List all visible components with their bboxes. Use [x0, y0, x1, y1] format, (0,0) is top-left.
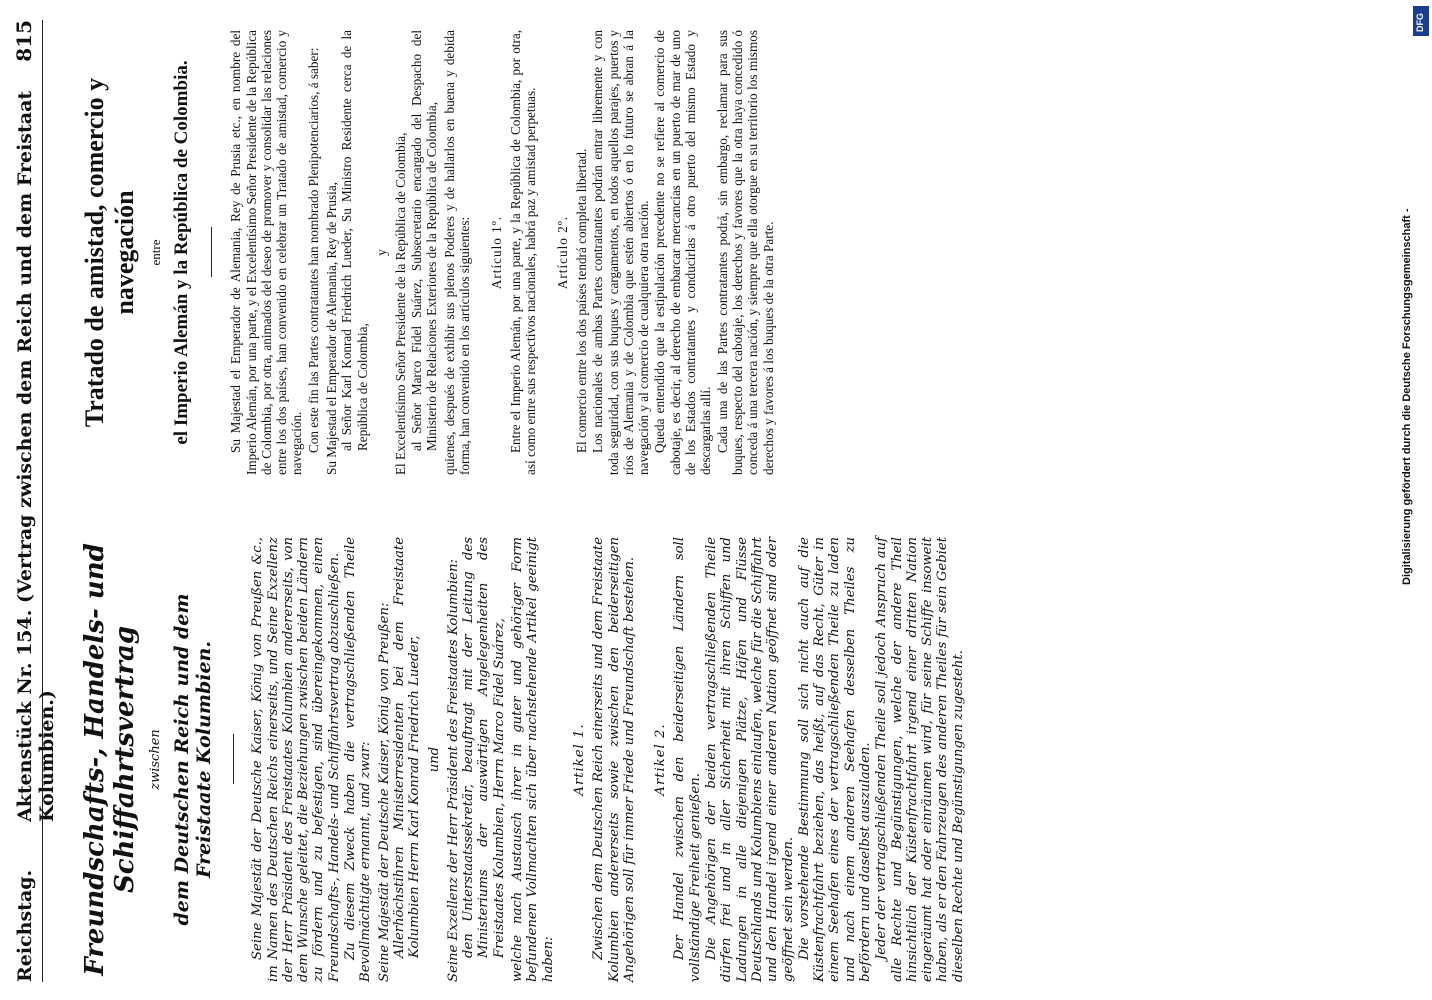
spanish-party-2: El Excelentísimo Señor Presidente de la República de Colombia, [393, 132, 409, 475]
spanish-article-2-paragraph: Los nacionales de ambas Partes contratantes podrán entrar libremente y con toda seguridad, con sus buques y cargamentos, en todos aquellos parajes, puertos y ríos de Alemania y de Colombia que estén abiertos ó en lo futuro se abran á la navegación y al comercio de cualquiera otra nación. [590, 30, 652, 475]
spanish-purpose: Con este fin las Partes contratantes han nombrado Plenipotenciarios, á saber: [305, 47, 321, 453]
dfg-logo [1413, 6, 1429, 36]
spanish-title: Tratado de amistad, comercio y navegación [80, 77, 139, 428]
header-reichstag: Reichstag. [14, 869, 36, 982]
spanish-party-1-representative: al Señor Karl Konrad Friedrich Lueder, Su Ministro Residente cerca de la República de Colombia, [339, 30, 370, 451]
spanish-preamble: Su Majestad el Emperador de Alemania, Rey de Prusia etc., en nombre del Imperio Alemán, por una parte, y el Excelentísimo Señor Presidente de la República de Colombia, por otra, animados del deseo de promover y consolidar las relaciones entre los dos países, han convenido en celebrar un Tratado de amistad, comercio y navegación. [228, 30, 305, 475]
german-article-2-paragraph: Jeder der vertragschließenden Theile soll jedoch Anspruch auf alle Rechte und Begünstigungen, welche der andere Theil hinsichtlich der Küstenfrachtfahrt irgend einer dritten Nation eingeräumt hat oder einräumen wird, für seine Schiffe insoweit haben, als er den Fahrzeugen des anderen Theiles für sein Gebiet dieselben Rechte und Begünstigungen zugesteht. [874, 537, 966, 982]
german-preamble: Seine Majestät der Deutsche Kaiser, König von Preußen &c., im Namen des Deutschen Reichs einerseits, und Seine Exzellenz der Herr Präsident des Freistaates Kolumbien andererseits, von dem Wunsche geleitet, die Beziehungen zwischen beiden Ländern zu fördern und zu befestigen, sind übereingekommen, einen Freundschafts-, Handels- und Schiffahrtsvertrag abzuschließen. [250, 537, 342, 982]
german-article-2-paragraph: Die vorstehende Bestimmung soll sich nicht auch auf die Küstenfrachtfahrt beziehen, das heißt, auf das Recht, Güter in einem Seehafen eines der vertragschließenden Theile zu laden und nach einem anderen Seehafen desselben Theiles zu befördern und daselbst auszuladen. [796, 537, 873, 982]
german-parties: dem Deutschen Reich und dem Freistaate Kolumbien. [171, 593, 216, 926]
spanish-column [50, 30, 777, 475]
spanish-parties: el Imperio Alemán y la República de Colombia. [171, 60, 193, 445]
german-party-2-representative: den Unterstaatssekretär, beauftragt mit der Leitung des Ministeriums der auswärtigen Angelegenheiten des Freistaates Kolumbien, Herrn Marco Fidel Suárez, [461, 537, 507, 958]
german-party-2: Seine Exzellenz der Herr Präsident des Freistaates Kolumbien: [445, 559, 461, 982]
spanish-party-1: Su Majestad el Emperador de Alemania, Rey de Prusia, [324, 182, 340, 475]
digitization-credit-text: Digitalisierung gefördert durch die Deutsche Forschungsgemeinschaft - [1401, 208, 1413, 585]
page-number: 815 [12, 20, 36, 62]
german-closing: welche nach Austausch ihrer in guter und gehöriger Form befundenen Vollmachten sich über nachstehende Artikel geeinigt haben: [510, 537, 556, 982]
german-between: zwischen [148, 729, 163, 790]
spanish-party-2-representative: al Señor Marco Fidel Suárez, Subsecretario encargado del Despacho del Ministerio de Relaciones Exteriores de la República de Colombia, [408, 30, 439, 451]
divider [233, 735, 234, 785]
divider [211, 228, 212, 278]
german-article-1-title: Artikel 1. [571, 723, 587, 796]
german-title: Freundschafts-, Handels- und Schiffahrtsvertrag [80, 543, 140, 976]
german-and: und [426, 746, 442, 773]
german-column [50, 537, 967, 982]
german-purpose: Zu diesem Zweck haben die vertragschließenden Theile Bevollmächtigte ernannt, und zwar: [343, 537, 374, 982]
spanish-article-2-paragraph: Queda entendido que la estipulación precedente no se refiere al comercio de cabotaje, es decir, al derecho de embarcar mercancías en un puerto de mar de uno de los Estados contratantes y conducirlas á otro puerto del mismo Estado y descargarlas allí. [652, 30, 714, 475]
german-article-2-paragraph: Der Handel zwischen den beiderseitigen Ländern soll vollständige Freiheit genießen. [672, 537, 703, 982]
spanish-article-2-title: Artículo 2º. [554, 215, 570, 290]
header-document-title: Aktenstück Nr. 154. (Vertrag zwischen dem Reich und dem Freistaat Kolumbien.) [14, 90, 58, 822]
spanish-article-2-paragraph: Cada una de las Partes contratantes podrá, sin embargo, reclamar para sus buques, respecto del cabotaje, los derechos y favores que la otra haya concedido ó conceda á una tercera nación, y siempre que ella otorgue en su territorio los mismos derechos y favores á los buques de la otra Parte. [714, 30, 776, 475]
spanish-article-2-paragraph: El comercio entre los dos países tendrá completa libertad. [573, 148, 589, 453]
german-article-2-title: Artikel 2. [653, 723, 669, 796]
spanish-article-1-title: Artículo 1º. [488, 215, 504, 290]
spanish-article-1-text: Entre el Imperio Alemán, por una parte, y la República de Colombia, por otra, así como entre sus respectivos nacionales, habrá paz y amistad perpetuas. [508, 30, 539, 475]
german-article-1-text: Zwischen dem Deutschen Reich einerseits und dem Freistaate Kolumbien andererseits sowie zwischen den beiderseitigen Angehörigen soll für immer Friede und Freundschaft bestehen. [591, 537, 637, 982]
spanish-between: entre [148, 239, 163, 266]
spanish-and: y [373, 249, 389, 256]
page-header [6, 20, 58, 982]
german-party-1-representative: Allerhöchstihren Ministerresidenten bei dem Freistaate Kolumbien Herrn Karl Konrad Friedrich Lueder, [391, 537, 423, 958]
dfg-logo-text: DFG [1415, 13, 1425, 32]
spanish-closing: quienes, después de exhibir sus plenos Poderes y de hallarlos en buena y debida forma, han convenido en los artículos siguientes: [442, 30, 473, 475]
german-article-2-paragraph: Die Angehörigen der beiden vertragschließenden Theile dürfen frei und in aller Sicherheit mit ihren Schiffen und Ladungen in alle diejenigen Plätze, Häfen und Flüsse Deutschlands und Kolumbiens einlaufen, welche für die Schiffahrt und den Handel irgend einer anderen Nation geöffnet sind oder geöffnet sein werden. [704, 537, 796, 982]
german-party-1: Seine Majestät der Deutsche Kaiser, König von Preußen: [376, 602, 392, 982]
